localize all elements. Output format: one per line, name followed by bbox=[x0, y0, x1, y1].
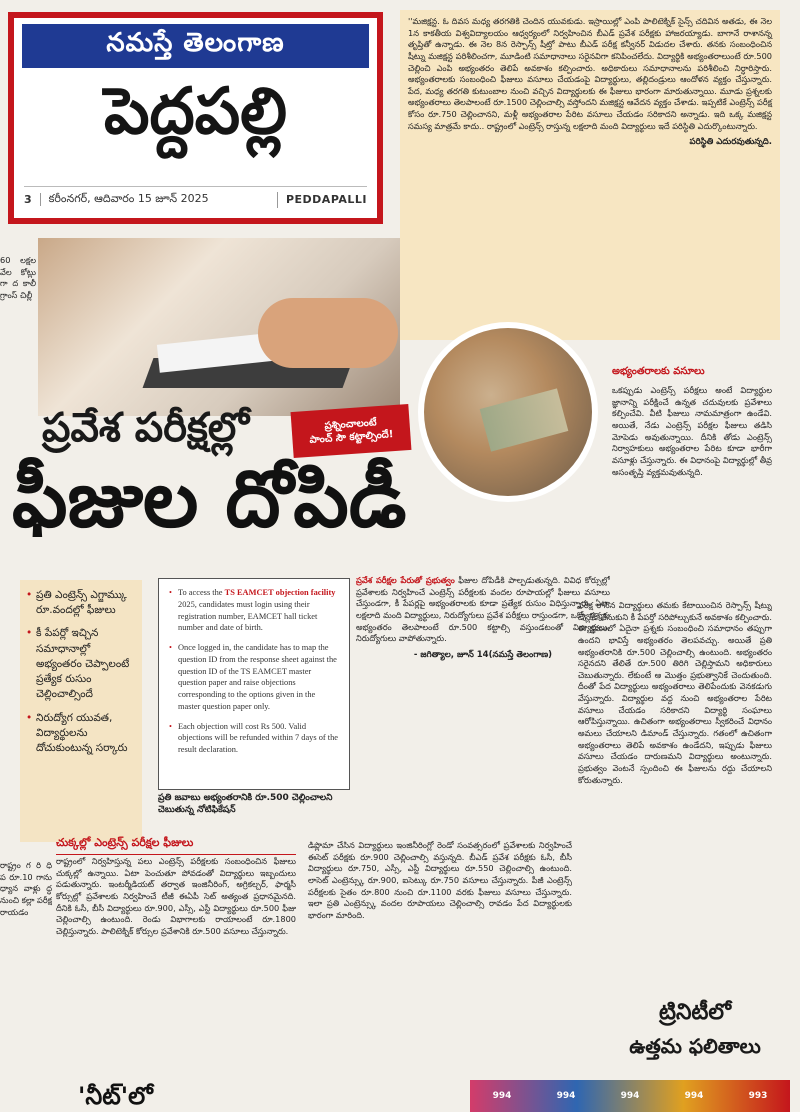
right-column-heading: అభ్యంతరాలకు వసూలు bbox=[612, 366, 705, 377]
section-heading: చుక్కల్లో ఎంట్రెన్స్ పరీక్షల ఫీజులు bbox=[56, 836, 296, 855]
ad-score: 994 bbox=[556, 1091, 576, 1101]
left-edge-text: రాష్ట్రం గ రి ధి ప రూ.10 గాను ధ్యాన వాళ్లు ద్ధ నుంచి కల్లా పరీక్ష రాయడం bbox=[0, 860, 52, 917]
trinity-ad bbox=[600, 1000, 790, 1063]
highlight-item: • నిరుద్యోగ యువత, విద్యార్థులను దోచుకుంటున్న సర్కారు bbox=[26, 711, 136, 757]
notification-highlight: TS EAMCET objection facility bbox=[224, 588, 336, 597]
notification-item: • Each objection will cost Rs 500. Valid objections will be refunded within 7 days of the result declaration. bbox=[169, 721, 339, 756]
right-column bbox=[612, 365, 772, 603]
notification-item-1-pre: To access the bbox=[178, 588, 225, 597]
masthead-inner bbox=[12, 16, 379, 220]
center-column bbox=[356, 575, 610, 817]
center-lead: ప్రవేశ పరీక్షల పేరుతో ప్రభుత్వం bbox=[356, 575, 455, 585]
center-text: ఫీజుల దోపిడీకి పాల్పడుతున్నది. వివిధ కోర్సుల్లో ప్రవేశాలకు నిర్వహించే ఎంట్రెన్స్ పరీక్షలకు వందల రూపాయల్లో ఫీజులు వసూలు చేస్తుండగా, కీ పేపర్లపై అభ్యంతరాలకు కూడా ప్రత్యేక రుసుం విధిస్తున్నారు. ఏటా లక్షలాది మంది విద్యార్థులు, నిరుద్యోగులు ప్రవేశ పరీక్షలు రాస్తుండగా, ఒక్కో ప్రశ్నకు అభ్యంతరం తెలపాలంటే రూ.500 కట్టాల్సి వస్తుండటంతో విద్యార్థులు, నిరుద్యోగులు వాపోతున్నారు. bbox=[356, 575, 610, 644]
quote-line-2: పాంచ్ సౌ కట్టాల్సిందే! bbox=[309, 429, 394, 446]
ad-line-2: ఉత్తమ ఫలితాలు bbox=[629, 1034, 761, 1058]
left-strip-text: 60 లక్షల వేల కోట్లు గా ద కాలీ గ్రాంస్ చిల్లీ bbox=[0, 255, 36, 300]
ad-score: 994 bbox=[684, 1091, 704, 1101]
notification-item bbox=[169, 587, 339, 634]
headline-line-1: ప్రవేశ పరీక్షల్లో bbox=[42, 405, 250, 451]
brand-name: నమస్తే తెలంగాణ bbox=[106, 28, 285, 58]
edition-english: PEDDAPALLI bbox=[285, 193, 367, 206]
top-article bbox=[400, 10, 780, 340]
right-column-text: ఒకప్పుడు ఎంట్రెన్స్ పరీక్షలు అంటే విద్యార్థుల జ్ఞానాన్ని పరీక్షించే ఉన్నత చదువులకు ప్రవేశాలు కల్పించేవి. వీటి ఫీజులు నామమాత్రంగా ఉండేవి. అయితే, నేడు ఎంట్రెన్స్ పరీక్షల ఫీజులు తడిసి మోపెడు అవుతున్నాయి. దీనికి తోడు ఎంట్రెన్స్ నిర్వాహకులు అభ్యంతరాల పేరిట కూడా భారీగా వసూళ్లు చేస్తున్నారు. ఈ విధానంపై విద్యార్థుల్లో తీవ్ర అసంతృప్తి వ్యక్తమవుతున్నది. bbox=[612, 385, 772, 477]
bottom-left-column bbox=[56, 856, 296, 1081]
money-note bbox=[480, 388, 569, 451]
highlight-item: • ప్రతి ఎంట్రెన్స్ ఎగ్జామ్కు రూ.వందల్లో ఫీజులు bbox=[26, 588, 136, 618]
highlights-list bbox=[26, 588, 136, 756]
bottom-mid-column bbox=[308, 840, 572, 1080]
left-edge-column bbox=[0, 860, 52, 1080]
issue-date: కరీంనగర్, ఆదివారం 15 జూన్ 2025 bbox=[41, 192, 278, 208]
notification-list bbox=[169, 587, 339, 756]
page-number: 3 bbox=[24, 193, 41, 206]
brand-bar bbox=[22, 24, 369, 68]
highlight-item: • కీ పేపర్లో ఇచ్చిన సమాధానాల్లో అభ్యంతరం చెప్పాలంటే ప్రత్యేక రుసుం చెల్లించాల్సిందే bbox=[26, 626, 136, 702]
top-article-text: ''మజిక్షన్ట. ఓ దివస మధ్య తరగతికి చెందిన యువకుడు. ఇస్రాయిల్లో ఎంపి పాలిటెక్నిక్ సైన్స్ చదివిన అతడు, ఈ నెల 1న కాకతీయ విశ్వవిద్యాలయం ఆధ్వర్యంలో నిర్వహించిన బీఎడ్ ప్రవేశ పరీక్షకు హాజరయ్యాడు. బాగానే రాశానన్న తృప్తితో ఉన్నాడు. ఈ నెల 8న రెస్పాన్స్ షీట్తో పాటు బీఎడ్ పరీక్ష కన్వీనర్ విడుదల చేశారు. తనకు సంబంధించిన షీట్ను మజిక్షన్ట పరిశీలించగా, మూడింటి సమాధానాలు సరైనవిగా కనిపించలేదు. విద్యార్థికి అభ్యంతరాలుంటే రూ.500 చెల్లించి ఎంపి అభ్యంతరం తెలిపే అవకాశం కల్పించారు. అధికారులు సమాధానాలను పరిశీలించి నిర్ధారిస్తారు. అభ్యంతరాలకు సంబంధించి ఫీజులు వసూలు చేయడంపై విద్యార్థులు, తల్లిదండ్రులు ఆందోళన వ్యక్తం చేస్తున్నారు. పేద, మధ్య తరగతి కుటుంబాల నుంచి వచ్చిన విద్యార్థులకు ఈ ఫీజులు భారంగా మారుతున్నాయి. మూడు ప్రశ్నలకు అభ్యంతరాలు తెలపాలంటే రూ.1500 చెల్లించాల్సి వస్తోందని మజిక్షన్ట ఆవేదన వ్యక్తం చేశాడు. ఇప్పటికే ఎంట్రెన్స్ పరీక్ష కోసం రూ.750 చెల్లించానని, మళ్లీ అభ్యంతరాల పేరిట వసూలు చేయడం సరికాదని అన్నాడు. ఇది ఒక్క మజిక్షన్ట సమస్య మాత్రమే కాదు.. రాష్ట్రంలో ఎంట్రెన్స్ రాస్తున్న లక్షలాది మంది విద్యార్థులు ఇదే పరిస్థితి ఎదుర్కొంటున్నారు. bbox=[408, 16, 772, 131]
notification-caption: ప్రతి జవాబు అభ్యంతరానికి రూ.500 చెల్లించాలని చెబుతున్న నోటిఫికేషన్ bbox=[158, 793, 333, 816]
edition-name: పెద్దపల్లి bbox=[103, 75, 288, 149]
ad-score: 994 bbox=[492, 1091, 512, 1101]
bottom-left-text: రాష్ట్రంలో నిర్వహిస్తున్న పలు ఎంట్రెన్స్ పరీక్షలకు సంబంధించిన ఫీజులు చుక్కల్లో ఉన్నాయి. ఏటా పెంచుతూ పోవడంతో విద్యార్థులు ఇబ్బందులు పడుతున్నారు. ఇంటర్మీడియట్ తర్వాత ఇంజినీరింగ్, అగ్రికల్చర్, ఫార్మసీ కోర్సుల్లో ప్రవేశాలకు నిర్వహించే టీజీ ఈఏపీ సెట్ అత్యంత ప్రధానమైనది. దీనికి ఓసీ, బీసీ విద్యార్థులు రూ.900, ఎస్సీ, ఎస్టీ విద్యార్థులు రూ.500 ఫీజు చెల్లించాల్సి ఉంటుంది. రెండు విభాగాలకు రాయాలంటే రూ.1800 చెల్లిస్తున్నారు. పాలిటెక్నిక్ కోర్సుల ప్రవేశానికి రూ.500 వసూలు చేస్తున్నారు. bbox=[56, 856, 296, 936]
top-article-sign: పరిస్థితి ఎదురవుతున్నది. bbox=[689, 137, 772, 148]
dateline bbox=[24, 186, 367, 208]
photo-hand bbox=[258, 298, 398, 368]
masthead bbox=[8, 12, 383, 224]
ad-score-strip bbox=[470, 1080, 790, 1112]
center-column-body bbox=[356, 575, 610, 645]
highlights-box bbox=[20, 580, 142, 842]
quote-box bbox=[291, 404, 412, 458]
notification-item-1-post: 2025, candidates must login using their registration number, EAMCET hall ticket number and date of birth. bbox=[178, 599, 318, 633]
notification-item: • Once logged in, the candidate has to map the question ID from the response sheet against the question ID of the TS EAMCET master question paper and raise objections corresponding to the options given in the master question paper only. bbox=[169, 642, 339, 713]
notification-box bbox=[158, 578, 350, 790]
ad-score: 993 bbox=[748, 1091, 768, 1101]
mid-column-text: పరీక్ష రాసిన విద్యార్థులు తమకు కేటాయించిన రెస్పాన్స్ షీట్ను డౌన్లోడ్ చేసుకుని కీ పేపర్తో సరిపోల్చుకునే అవకాశం కల్పించారు. ఈ క్రమంలో ఏదైనా ప్రశ్నకు సంబంధించి సమాధానం తప్పుగా ఉందని భావిస్తే అభ్యంతరం తెలపవచ్చు. అయితే ప్రతి అభ్యంతరానికి రూ.500 చెల్లించాల్సి ఉంటుంది. అభ్యంతరం సరైనదని తేలితే రూ.500 తిరిగి చెల్లిస్తామని అధికారులు చెబుతున్నారు. లేకుంటే ఆ మొత్తం ప్రభుత్వానికే చెందుతుంది. దీంతో పేద విద్యార్థులు అభ్యంతరాలు తెలిపేందుకు వెనకడుగు వేస్తున్నారు. విద్యార్థుల వద్ద నుంచి అభ్యంతరాల పేరిట వసూలు చేయడం సరికాదని విద్యార్థి సంఘాలు ఆరోపిస్తున్నాయి. ఉచితంగా అభ్యంతరాలు స్వీకరించే విధానం అమలు చేయాలని డిమాండ్ చేస్తున్నారు. గతంలో ఉచితంగా అభ్యంతరాలు తెలిపే అవకాశం ఉండేదని, ఇప్పుడు ఫీజులు వసూలు చేయడం దారుణమని విద్యార్థులు అంటున్నారు. ప్రభుత్వం వెంటనే స్పందించి ఈ ఫీజులను రద్దు చేయాలని కోరుతున్నారు. bbox=[578, 600, 772, 785]
money-photo bbox=[418, 322, 598, 502]
ad-score: 994 bbox=[620, 1091, 640, 1101]
exam-photo bbox=[38, 238, 400, 416]
neet-headline: 'నీట్'లో bbox=[78, 1082, 153, 1110]
center-dateline: - జగిత్యాల, జూన్ 14(నమస్తే తెలంగాణ) bbox=[413, 649, 553, 660]
mid-column bbox=[578, 600, 772, 1000]
bottom-mid-text: డిప్లొమా చేసిన విద్యార్థులు ఇంజినీరింగ్లో రెండో సంవత్సరంలో ప్రవేశాలకు నిర్వహించే ఈసెట్ పరీక్షకు రూ.900 చెల్లించాల్సి వస్తున్నది. బీఎడ్ ప్రవేశ పరీక్షకు ఓసీ, బీసీ విద్యార్థులు రూ.750, ఎస్సీ, ఎస్టీ విద్యార్థులు రూ.550 చెల్లించాల్సి ఉంటుంది. లాసెట్ ఎంట్రెన్స్కు రూ.900, ఐసెట్కు రూ.750 వసూలు చేస్తున్నారు. పీజీ ఎంట్రెన్స్ పరీక్షలకు సైతం రూ.800 నుంచి రూ.1100 వరకు ఫీజులు వసూలు చేస్తున్నారు. ఇలా ప్రతి ఎంట్రెన్స్కు వందల రూపాయలు చెల్లించాల్సి రావడం పేద విద్యార్థులకు భారంగా మారింది. bbox=[308, 840, 572, 920]
headline-line-2: ఫీజుల దోపిడీ bbox=[12, 455, 407, 545]
quote-line-1: ప్రశ్నించాలంటే bbox=[324, 416, 377, 432]
left-strip bbox=[0, 255, 36, 375]
ad-line-1: ట్రినిటీలో bbox=[658, 1000, 732, 1025]
